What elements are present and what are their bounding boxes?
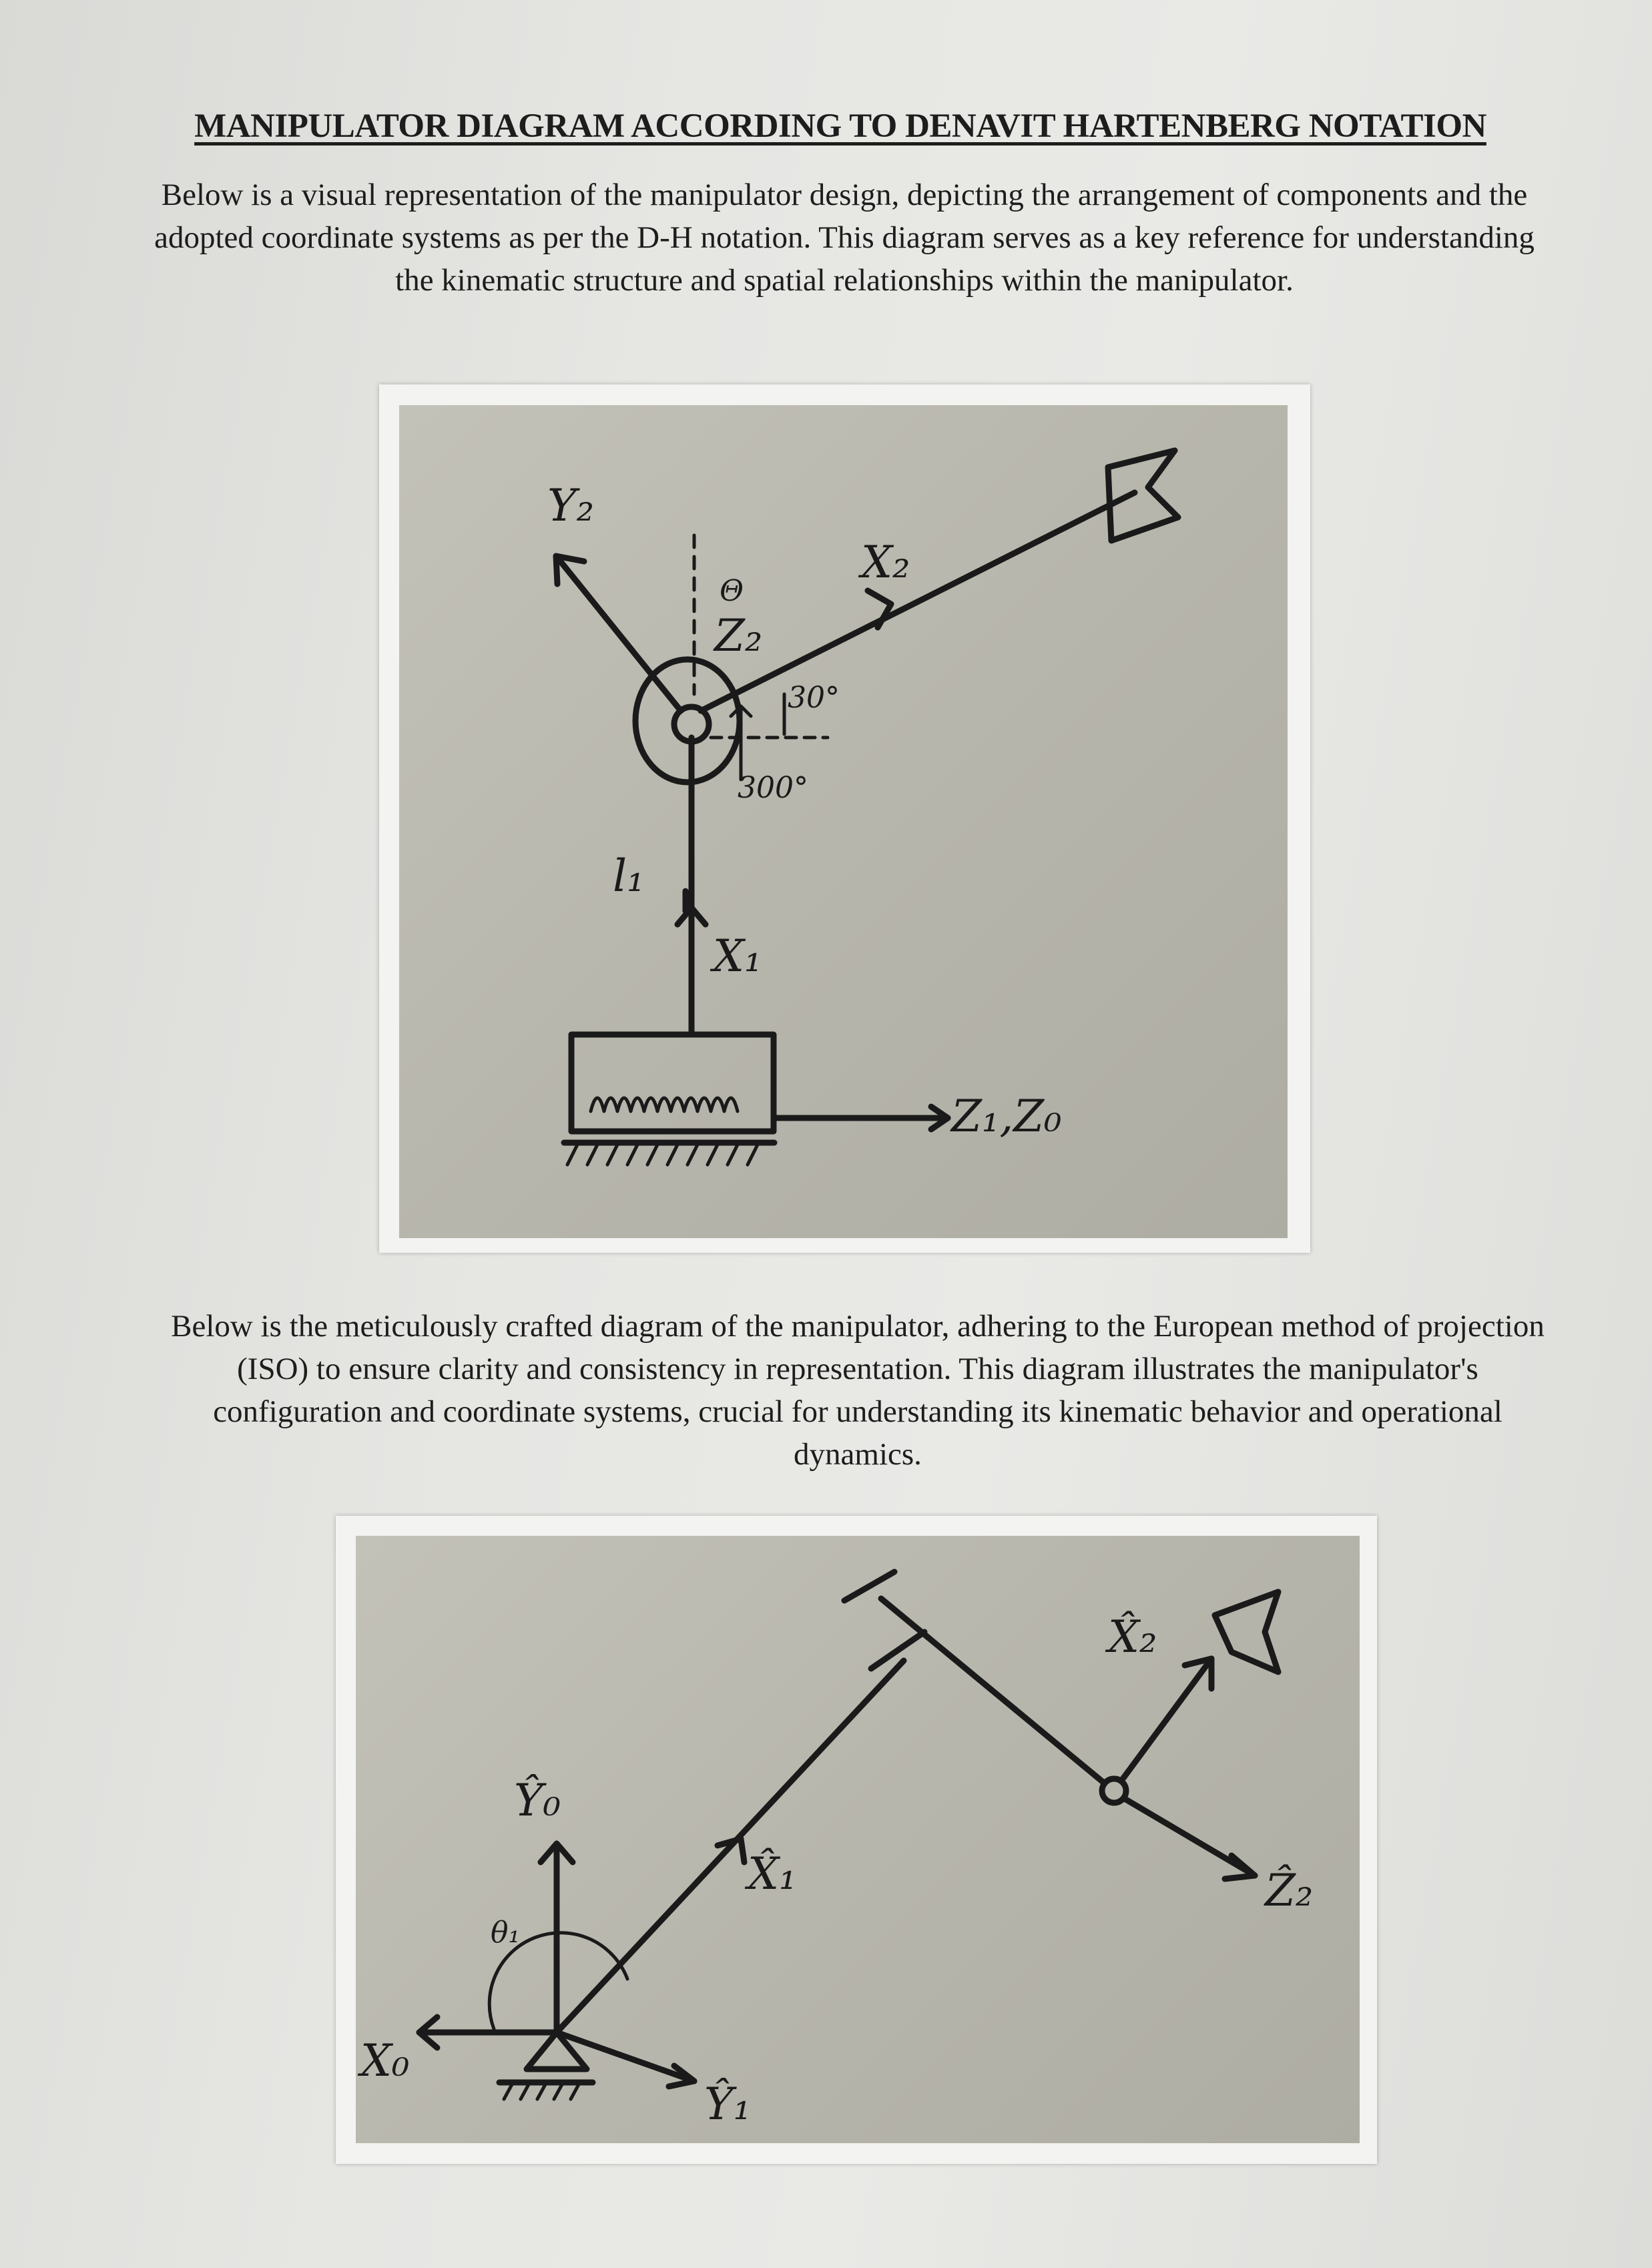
gripper-icon xyxy=(1215,1592,1278,1672)
label-x1: X̂₁ xyxy=(748,1848,797,1900)
link-2 xyxy=(701,493,1135,711)
label-x0: X₀ xyxy=(360,2035,410,2086)
label-l1: l₁ xyxy=(613,850,645,902)
z2-axis xyxy=(1125,1799,1255,1876)
label-angle-30: 30° xyxy=(788,681,840,715)
label-z2: Z₂ xyxy=(714,610,763,661)
page-title: MANIPULATOR DIAGRAM ACCORDING TO DENAVIT HARTENBERG NOTATION xyxy=(194,107,1486,145)
slider-mark-2 xyxy=(844,1572,894,1601)
ground-hatching xyxy=(504,2084,579,2099)
label-x2: X₂ xyxy=(861,537,910,588)
intro-paragraph: Below is a visual representation of the manipulator design, depicting the arrangement of components and the adopted coordinate systems as per the D-H notation. This diagram serves as a key reference for understanding the kinematic structure and spatial relationships within the manipulator. xyxy=(154,178,1535,298)
y2-axis xyxy=(557,557,681,711)
iso-paragraph: Below is the meticulously crafted diagram of the manipulator, adhering to the European method of projection (ISO) to ensure clarity and consistency in representation. This diagram illustrates the manipulator's configuration and coordinate systems, crucial for understanding its kinematic behavior and operational dynamics. xyxy=(171,1309,1545,1472)
label-y1: Ŷ₁ xyxy=(704,2078,752,2130)
base-hatching xyxy=(591,1098,738,1111)
label-z2: Ẑ₂ xyxy=(1265,1865,1314,1916)
label-x1: X₁ xyxy=(713,930,762,982)
label-x2: X̂₂ xyxy=(1108,1611,1157,1663)
label-y0: Ŷ₀ xyxy=(514,1775,561,1826)
link-2 xyxy=(881,1599,1105,1783)
base-block xyxy=(571,1035,774,1131)
iso-diagram xyxy=(357,1572,1313,2130)
label-theta1: θ₁ xyxy=(491,1916,521,1950)
ground-hatching xyxy=(567,1145,758,1165)
link-1 xyxy=(557,1661,904,2032)
x2-axis xyxy=(1121,1659,1211,1781)
label-angle-300: 300° xyxy=(738,771,808,805)
label-theta: Θ xyxy=(720,574,744,608)
label-y2: Y₂ xyxy=(547,480,595,531)
dh-diagram xyxy=(547,451,1178,1165)
label-z1-z0: Z₁,Z₀ xyxy=(951,1091,1062,1142)
gripper-icon xyxy=(1108,451,1178,541)
